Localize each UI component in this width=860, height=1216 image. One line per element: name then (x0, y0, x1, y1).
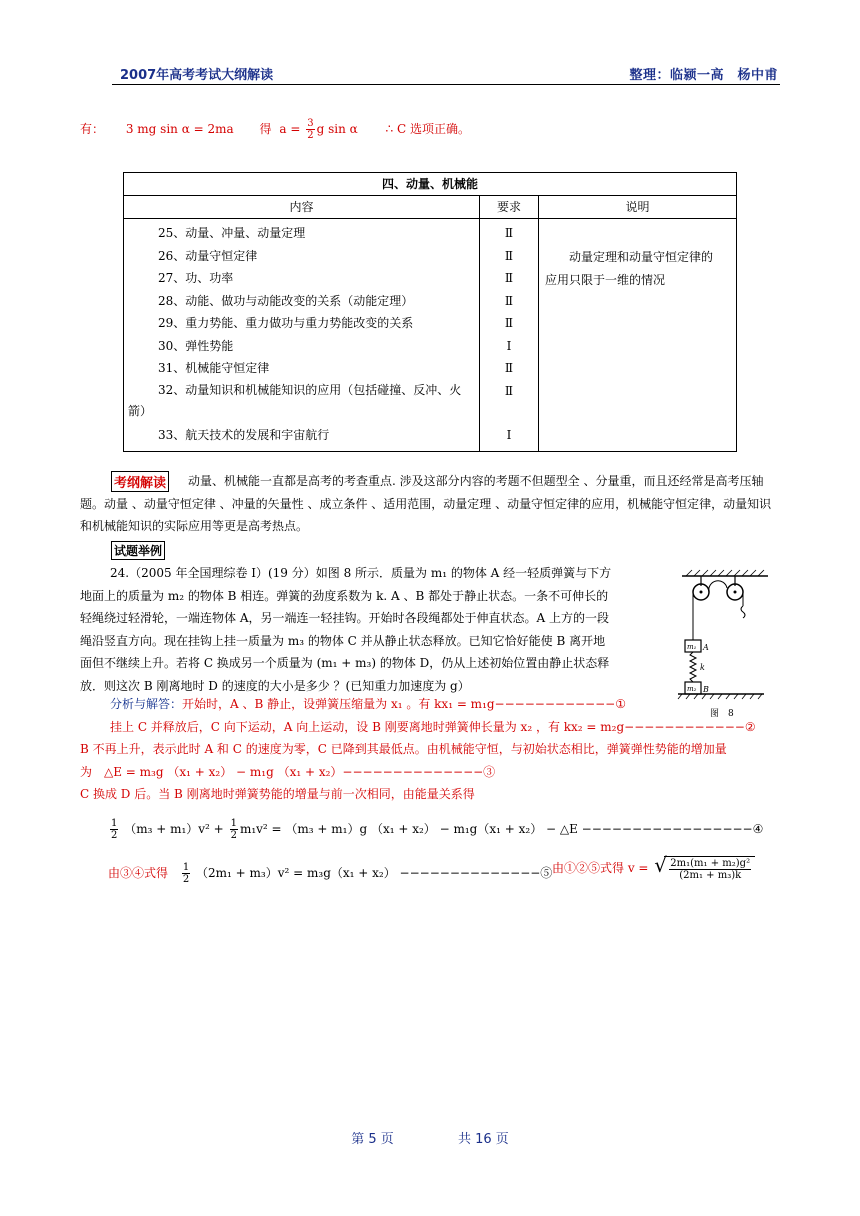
list-item: 29、重力势能、重力做功与重力势能改变的关系 (158, 316, 414, 330)
req-level: Ⅱ (504, 383, 514, 398)
header-title: 2007年高考考试大纲解读 (120, 68, 274, 83)
example-tag: 试题举例 (111, 541, 165, 560)
requirement-column (480, 219, 539, 452)
spring (690, 652, 696, 682)
req-level: Ⅱ (504, 293, 514, 308)
list-item: 26、动量守恒定律 (158, 248, 258, 263)
req-level: Ⅱ (504, 226, 514, 240)
svg-text:k: k (700, 663, 705, 672)
list-item: 30、弹性势能 (158, 338, 234, 353)
list-item: 27、功、功率 (158, 271, 234, 285)
col-req-header: 要求 (480, 196, 539, 219)
page-footer (0, 1128, 860, 1147)
hook-icon (741, 606, 745, 618)
problem-text: 24.（2005 年全国理综卷 Ⅰ）(19 分）如图 8 所示．质量为 m₁ 的物体 A 经一轻质弹簧与下方 地面上的质量为 m₂ 的物体 B 相连。弹簧的劲度系数为 k. A 、B 都处于静止状态。一条不可伸长的 轻绳绕过轻滑轮，一端连物体 A，另一端连一轻挂钩。开始时各段绳都处于伸直状态。A 上方的一段 绳沿竖直方向。现在挂钩上挂一质量为 m₃ 的物体 C 并从静止状态释放。已知它恰好能使 B 离开地 面但不继续上升。若将 C 换成另一个质量为 (m₁ + m₃) 的物体 D，仍从上述初始位置由静止状态释 放．则这次 B 刚离地时 D 的速度的大小是多少 ？(已知重力加速度为 g） (80, 566, 612, 693)
solution-text: 分析与解答：开始时，A 、B 静止，设弹簧压缩量为 x₁ 。有 kx₁ = m₁g−−−−−−−−−−−−① 挂上 C 并释放后，C 向下运动，A 向上运动，设 B 刚要离地时弹簧伸长量为 x₂ ，有 kx₂ = m₂g−−−−−−−−−−−−② B 不再上升，表示此时 A 和 C 的速度为零，C 已降到其最低点。由机械能守恒，与初始状态相比，弹簧弹性势能的增加量 为 △E = m₃g （x₁ + x₂） − m₁g （x₁ + x₂）−−−−−−−−−−−−−−③ C 换成 D 后。当 B 刚离地时弹簧势能的增量与前一次相同，由能量关系得 (80, 697, 756, 801)
table-title: 四、动量、机械能 (124, 173, 737, 196)
list-item: 32、动量知识和机械能知识的应用（包括碰撞、反冲、火箭） (128, 382, 462, 418)
list-item: 31、机械能守恒定律 (158, 361, 270, 375)
svg-text:A: A (703, 643, 709, 652)
page-header (112, 62, 780, 85)
page-total: 共 16 页 (457, 1132, 509, 1147)
svg-text:m₂: m₂ (687, 685, 697, 693)
req-level: Ⅰ (506, 428, 512, 442)
svg-text:B: B (703, 685, 709, 694)
req-level: Ⅱ (504, 316, 514, 330)
sqrt-expression: √ $\frac{\text{2m₁(m₁ + m₂)g²}}{\text{(2m₁ + m₃)k}}$ (664, 856, 755, 881)
syllabus-interpretation-tag: 考纲解读 (111, 471, 169, 492)
req-level: Ⅰ (506, 338, 512, 353)
req-level: Ⅱ (504, 248, 514, 263)
note-column: 动量定理和动量守恒定律的 应用只限于一维的情况 (539, 219, 737, 452)
previous-answer-line: 有： 3 mg sin α = 2ma 得 a = $\frac{3}{2}$ g sin α ∴ C 选项正确。 (80, 118, 470, 141)
fraction: $\frac{3}{2}$ (307, 118, 314, 141)
list-item: 25、动量、冲量、动量定理 (158, 226, 306, 240)
equation-5: 由③④式得 $\frac{1}{2}$ （2m₁ + m₃）v² = m₃g（x₁ + x₂） −−−−−−−−−−−−−−⑤ (108, 862, 553, 885)
svg-text:m₁: m₁ (687, 643, 697, 651)
content-column (124, 219, 480, 452)
page-number: 第 5 页 (351, 1132, 394, 1147)
req-level: Ⅱ (504, 361, 514, 375)
interpretation-text: 动量、机械能一直都是高考的考查重点. 涉及这部分内容的考题不但题型全 、分量重，而且还经常是高考压轴题。动量 、动量守恒定律 、冲量的矢量性 、成立条件 、适用范围，动量定理 、动量守恒定律的应用，机械能守恒定律，动量知识和机械能知识的实际应用等更是高考热点。 (80, 474, 772, 533)
col-content-header: 内容 (124, 196, 480, 219)
list-item: 33、航天技术的发展和宇宙航行 (158, 427, 330, 442)
col-note-header: 说明 (539, 196, 737, 219)
header-author: 整理：临颍一高 杨中甫 (629, 68, 778, 83)
req-level: Ⅱ (504, 271, 514, 285)
radical-sign: √ (654, 853, 668, 877)
syllabus-table (123, 172, 737, 452)
final-answer: 由①②⑤式得 v = √ $\frac{\text{2m₁(m₁ + m₂)g²}}{\text{(2m₁ + m₃)k}}$ (552, 856, 755, 881)
list-item: 28、动能、做功与动能改变的关系（动能定理） (158, 293, 414, 308)
svg-text:图 8: 图 8 (710, 709, 734, 719)
equation-4: $\frac{1}{2}$ （m₃ + m₁）v² + $\frac{1}{2}$ m₁v² = （m₃ + m₁）g （x₁ + x₂） − m₁g（x₁ + x₂） − △E −−−−−−−−−−−−−−−−−④ (111, 818, 764, 841)
